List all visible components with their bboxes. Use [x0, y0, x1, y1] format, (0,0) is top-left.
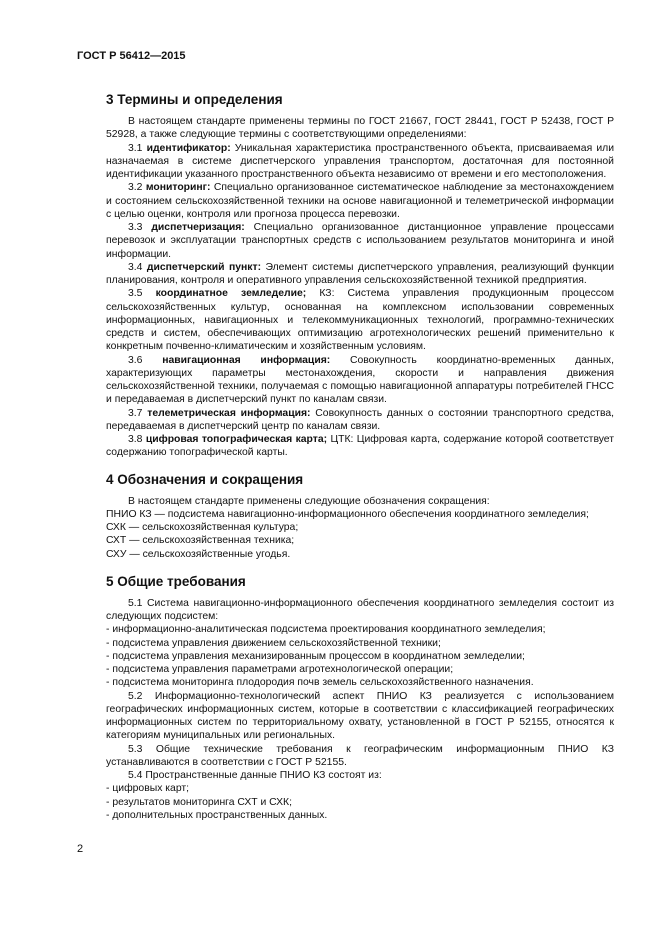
clause-5-2: 5.2 Информационно-технологический аспект ПНИО КЗ реализуется с использованием географических информационных систем, которые в соответствии с классификацией географических информационных систем по территориальному охвату, установленной в ГОСТ Р 52155, относятся к категориям муниципальных или региональных. — [106, 690, 614, 742]
document-header: ГОСТ Р 56412—2015 — [77, 50, 186, 62]
term-number: 3.6 — [128, 354, 143, 366]
term-text: Специально организованное дистанционное управление процессами перевозок и эксплуатации транспортных средств с использованием результатов мониторинга и иной информации. — [106, 222, 615, 260]
section-3-intro: В настоящем стандарте применены термины по ГОСТ 21667, ГОСТ 28441, ГОСТ Р 52438, ГОСТ Р 52928, а также следующие термины с соответствующими определениями: — [106, 116, 614, 141]
abbreviation-item: ПНИО КЗ — подсистема навигационно-информационного обеспечения координатного земледелия; — [106, 508, 589, 520]
subsystem-item: - подсистема управления параметрами агротехнологической операции; — [106, 664, 454, 675]
subsystem-item: - подсистема управления движением сельскохозяйственной техники; — [106, 637, 441, 649]
term-name: навигационная информация: — [162, 354, 331, 366]
term-name: координатное земледелие; — [155, 288, 307, 300]
page-number: 2 — [77, 843, 84, 855]
term-number: 3.4 — [128, 261, 143, 273]
section-3-heading: 3 Термины и определения — [106, 92, 283, 107]
abbreviation-item: СХК — сельскохозяйственная культура; — [106, 522, 299, 533]
spatial-data-list — [106, 782, 614, 822]
term-number: 3.5 — [128, 288, 143, 300]
term-number: 3.7 — [128, 407, 143, 419]
document-body — [106, 92, 614, 822]
term-definition — [106, 407, 614, 434]
clause-5-3: 5.3 Общие технические требования к географическим информационным ПНИО КЗ устанавливаются в соответствии с ГОСТ Р 52155. — [106, 743, 614, 768]
term-name: идентификатор: — [146, 142, 231, 154]
term-text: Элемент системы диспетчерского управления, реализующий функции планирования, контроля и оперативного управления сельскохозяйственной техникой предприятия. — [106, 261, 615, 286]
term-name: телеметрическая информация: — [147, 407, 311, 419]
term-number: 3.8 — [128, 434, 143, 445]
clause-5-1: 5.1 Система навигационно-информационного обеспечения координатного земледелия состоит из следующих подсистем: — [106, 597, 614, 622]
abbreviation-item: СХУ — сельскохозяйственные угодья. — [106, 548, 291, 560]
term-name: цифровая топографическая карта; — [145, 434, 328, 445]
term-name: диспетчеризация: — [151, 222, 245, 233]
section-5-heading: 5 Общие требования — [106, 573, 246, 589]
term-name: мониторинг: — [145, 182, 211, 194]
subsystem-item: - подсистема мониторинга плодородия почв земель сельскохозяйственного назначения. — [106, 677, 534, 689]
section-4-intro: В настоящем стандарте применены следующие обозначения сокращения: — [128, 495, 490, 507]
term-text: ЦТК: Цифровая карта, содержание которой соответствует содержанию топографической карты. — [106, 434, 615, 459]
term-definition — [106, 221, 614, 261]
terms-list — [106, 142, 614, 460]
term-number: 3.2 — [128, 182, 143, 194]
term-text: Совокупность данных о состоянии транспортного средства, передаваемая в диспетчерский центр по каналам связи. — [106, 407, 615, 432]
subsystem-item: - информационно-аналитическая подсистема проектирования координатного земледелия; — [106, 624, 546, 636]
term-definition — [106, 287, 614, 353]
term-definition — [106, 261, 614, 288]
term-number: 3.3 — [128, 222, 143, 233]
abbreviations-list — [106, 508, 614, 561]
subsystems-list — [106, 623, 614, 689]
term-text: Специально организованное систематическое наблюдение за местонахождением и состоянием сельскохозяйственной техники на основе навигационной и телеметрической информации с целью оценки, контроля или прогноза процесса перевозки. — [106, 182, 614, 220]
term-definition — [106, 354, 614, 407]
spatial-data-item: - цифровых карт; — [106, 783, 190, 795]
subsystem-item: - подсистема управления механизированным процессом в координатном земледелии; — [106, 650, 525, 662]
abbreviation-item: СХТ — сельскохозяйственная техника; — [106, 535, 295, 547]
term-text: КЗ: Система управления продукционным процессом сельскохозяйственных культур, основанная на комплексном использовании современных информационных, навигационных и телекоммуникационных технологий, программно-технических средств и систем, обеспечивающих оптимизацию агротехнологических решений применительно к конкретным почвенно-климатическим и хозяйственным условиям. — [106, 288, 614, 353]
spatial-data-item: - результатов мониторинга СХТ и СХК; — [106, 796, 292, 808]
term-definition — [106, 433, 614, 460]
term-number: 3.1 — [128, 142, 143, 154]
section-4-heading: 4 Обозначения и сокращения — [106, 471, 304, 487]
term-definition — [106, 142, 614, 182]
clause-5-4: 5.4 Пространственные данные ПНИО КЗ состоят из: — [128, 770, 382, 781]
term-text: Уникальная характеристика пространственного объекта, присваиваемая или назначаемая в системе диспетчерского управления транспортом, достаточная для постоянной идентификации указанного пространственного объекта независимо от времени и его местоположения. — [106, 142, 614, 180]
term-name: диспетчерский пункт: — [146, 261, 262, 273]
term-text: Совокупность координатно-временных данных, характеризующих параметры местонахождения, скорости и направления движения сельскохозяйственной техники, получаемая с помощью навигационной аппаратуры потребителей ГНСС и передаваемая в диспетчерский пункт по каналам связи. — [106, 354, 614, 406]
spatial-data-item: - дополнительных пространственных данных. — [106, 809, 328, 821]
term-definition — [106, 181, 614, 221]
